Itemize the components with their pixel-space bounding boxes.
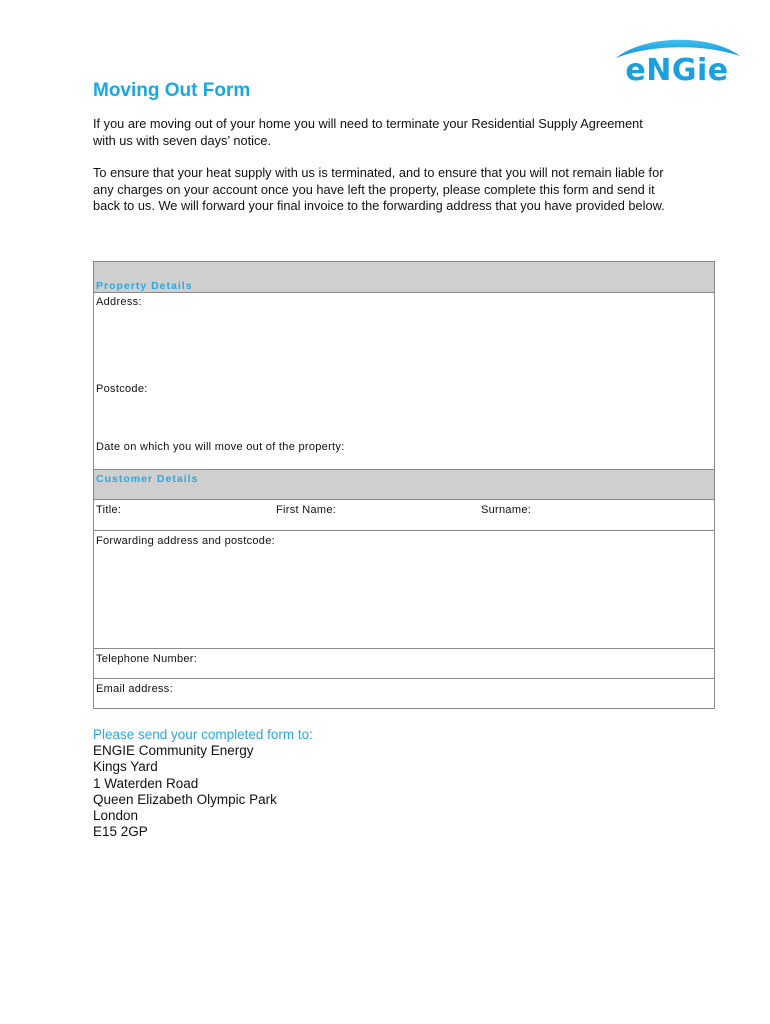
moving-out-form (93, 261, 715, 709)
property-details-title: Property Details (96, 280, 193, 292)
intro-paragraph: If you are moving out of your home you will need to terminate your Residential Supply Agreement with us with seven days’ notice. (93, 116, 643, 148)
property-address-block[interactable] (94, 293, 714, 469)
email-field[interactable] (94, 679, 714, 709)
property-details-header (94, 262, 714, 293)
postcode-label: Postcode: (96, 383, 148, 395)
customer-details-header (94, 469, 714, 500)
telephone-field[interactable] (94, 649, 714, 679)
first-name-label: First Name: (276, 504, 337, 516)
forwarding-address-label: Forwarding address and postcode: (96, 535, 275, 547)
telephone-label: Telephone Number: (96, 653, 198, 665)
engie-logo (606, 34, 748, 88)
address-line: E15 2GP (93, 824, 148, 840)
email-label: Email address: (96, 683, 173, 695)
address-line: 1 Waterden Road (93, 775, 199, 791)
address-label: Address: (96, 296, 142, 308)
page-title: Moving Out Form (93, 80, 251, 101)
surname-label: Surname: (481, 504, 532, 516)
move-out-date-label: Date on which you will move out of the property: (96, 441, 345, 453)
address-line: Kings Yard (93, 759, 158, 775)
forwarding-address-field[interactable] (94, 531, 714, 649)
instructions-paragraph: To ensure that your heat supply with us is terminated, and to ensure that you will not remain liable for any charges on your account once you have left the property, please complete this form and send it back to us. We will forward your final invoice to the forwarding address that you have provided below. (93, 165, 665, 213)
svg-text:eNGie: eNGie (625, 53, 729, 88)
address-line: ENGIE Community Energy (93, 743, 254, 758)
send-to-heading: Please send your completed form to: (93, 727, 313, 742)
address-line: London (93, 808, 139, 824)
title-label: Title: (96, 504, 122, 516)
address-line: Queen Elizabeth Olympic Park (93, 791, 277, 807)
name-row[interactable] (94, 500, 714, 531)
postal-address (93, 743, 277, 841)
customer-details-title: Customer Details (96, 473, 199, 485)
